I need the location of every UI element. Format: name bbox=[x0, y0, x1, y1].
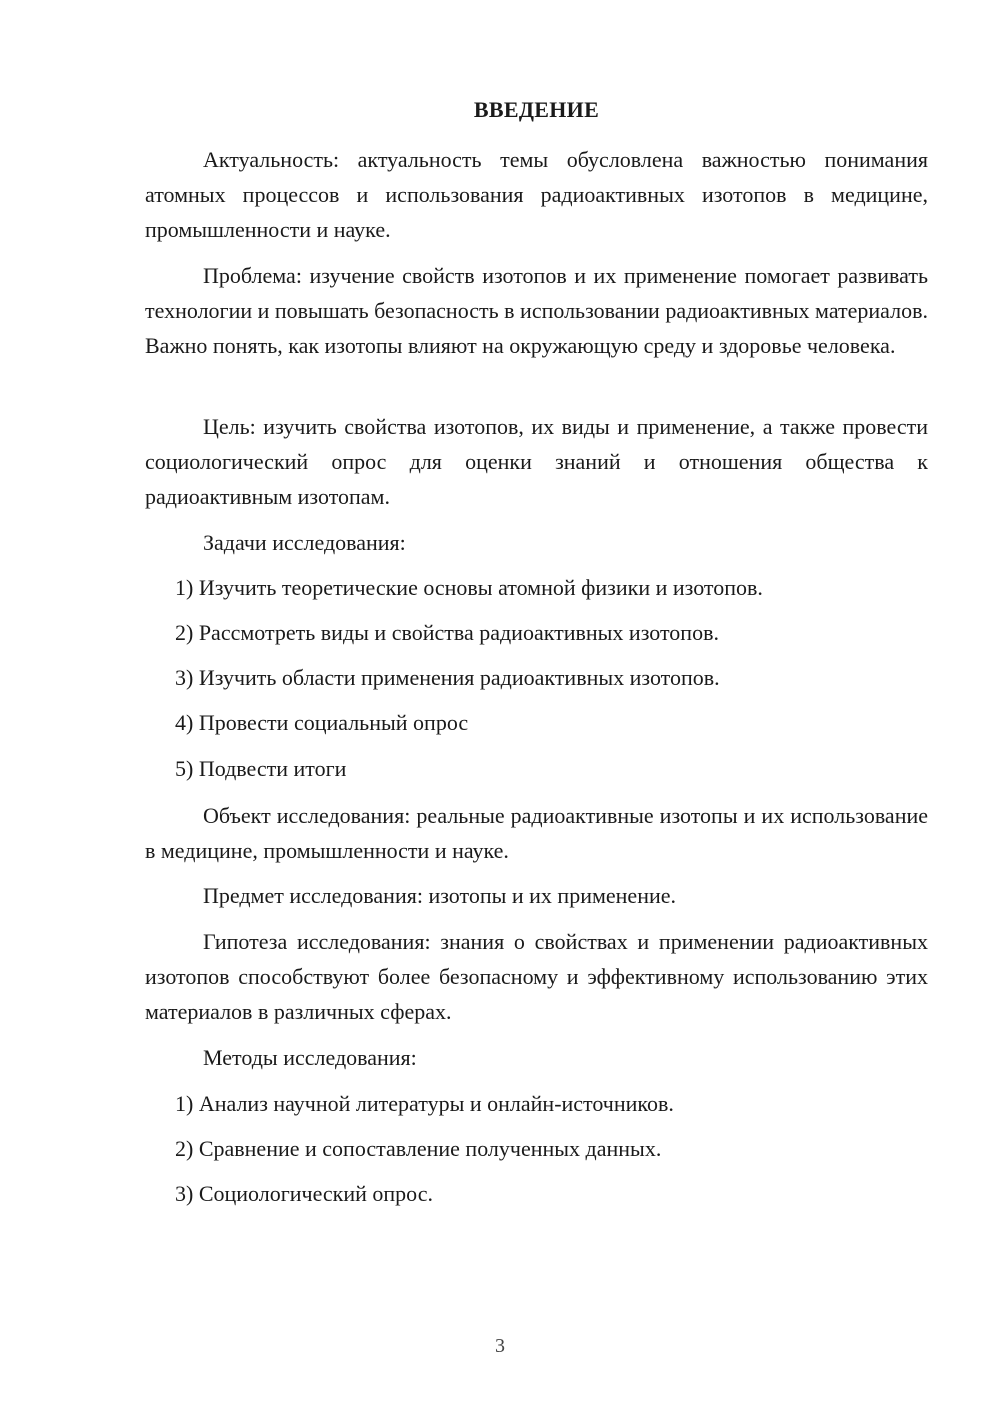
task-item-1: 1) Изучить теоретические основы атомной физики и изотопов. bbox=[175, 575, 763, 600]
section-title: ВВЕДЕНИЕ bbox=[473, 97, 600, 122]
method-item-3: 3) Социологический опрос. bbox=[175, 1181, 433, 1206]
tasks-heading: Задачи исследования: bbox=[203, 530, 406, 555]
task-item-2: 2) Рассмотреть виды и свойства радиоактивных изотопов. bbox=[175, 620, 719, 645]
paragraph-problem: Проблема: изучение свойств изотопов и их применение помогает развивать технологии и повышать безопасность в использовании радиоактивных материалов. Важно понять, как изотопы влияют на окружающую среду и здоровье человека. bbox=[145, 263, 928, 358]
paragraph-hypothesis: Гипотеза исследования: знания о свойствах и применении радиоактивных изотопов способствуют более безопасному и эффективному использованию этих материалов в различных сферах. bbox=[145, 929, 928, 1024]
paragraph-object: Объект исследования: реальные радиоактивные изотопы и их использование в медицине, промышленности и науке. bbox=[145, 803, 928, 863]
task-item-3: 3) Изучить области применения радиоактивных изотопов. bbox=[175, 665, 720, 690]
methods-heading: Методы исследования: bbox=[203, 1045, 417, 1070]
method-item-1: 1) Анализ научной литературы и онлайн-источников. bbox=[175, 1091, 674, 1116]
page-number: 3 bbox=[495, 1335, 505, 1357]
paragraph-goal: Цель: изучить свойства изотопов, их виды и применение, а также провести социологический опрос для оценки знаний и отношения общества к радиоактивным изотопам. bbox=[145, 414, 928, 509]
paragraph-relevance: Актуальность: актуальность темы обусловлена важностью понимания атомных процессов и использования радиоактивных изотопов в медицине, промышленности и науке. bbox=[145, 147, 928, 242]
task-item-5: 5) Подвести итоги bbox=[175, 756, 347, 781]
method-item-2: 2) Сравнение и сопоставление полученных данных. bbox=[175, 1136, 662, 1161]
paragraph-subject: Предмет исследования: изотопы и их применение. bbox=[203, 883, 676, 908]
task-item-4: 4) Провести социальный опрос bbox=[175, 710, 469, 735]
